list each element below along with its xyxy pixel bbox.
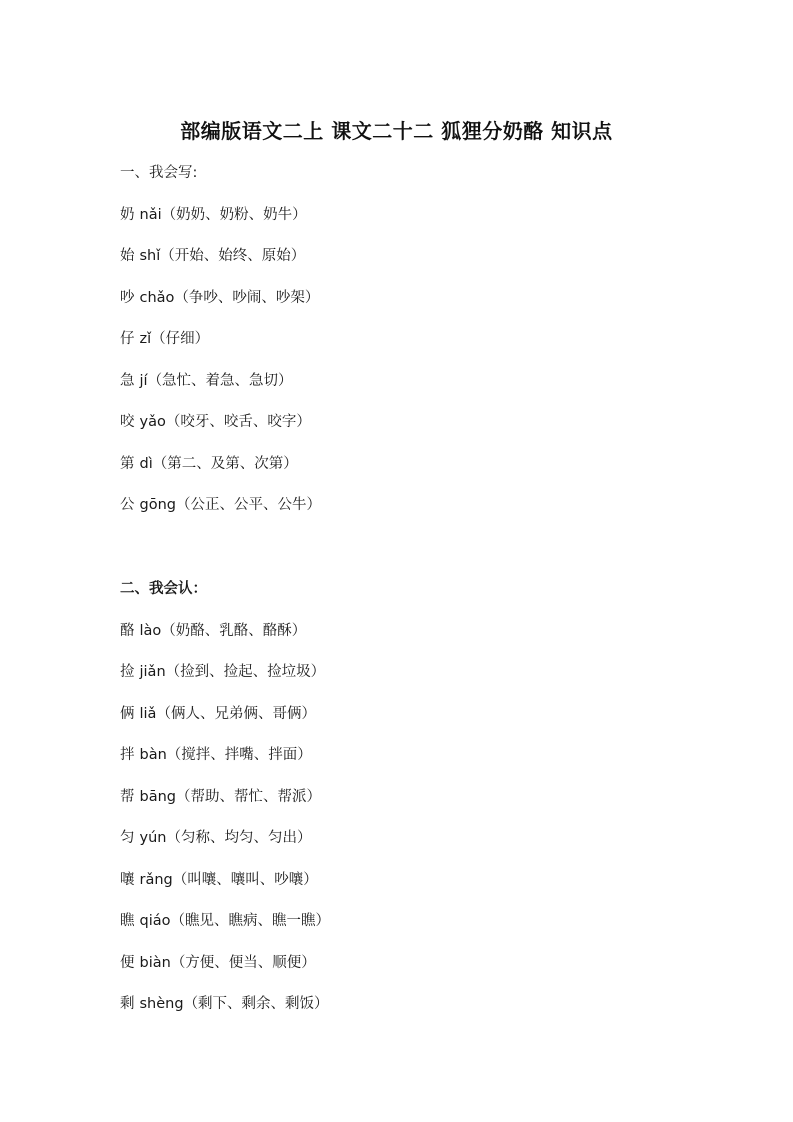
entry-pinyin: zǐ <box>139 331 152 347</box>
entry-pinyin: yǎo <box>139 414 166 430</box>
list-item <box>120 992 680 1016</box>
entry-pinyin: lào <box>139 622 162 639</box>
entry-char: 帮 <box>120 788 135 805</box>
list-item <box>120 410 680 434</box>
entry-char: 始 <box>120 248 135 264</box>
entry-words: （俩人、兄弟俩、哥俩） <box>156 705 316 722</box>
entry-pinyin: jiǎn <box>139 664 166 680</box>
entry-pinyin: yún <box>139 830 167 846</box>
entry-words: （咬牙、咬舌、咬字） <box>165 414 311 430</box>
list-item <box>120 868 680 892</box>
entry-char: 便 <box>120 954 135 971</box>
list-item <box>120 327 680 351</box>
entry-char: 咬 <box>120 414 135 430</box>
entry-pinyin: shǐ <box>139 248 161 264</box>
entry-char: 吵 <box>120 289 135 306</box>
entry-words: （开始、始终、原始） <box>160 248 306 264</box>
entry-words: （方便、便当、顺便） <box>170 954 316 971</box>
entry-words: （剩下、剩余、剩饭） <box>183 996 329 1012</box>
entry-char: 俩 <box>120 705 135 722</box>
entry-pinyin: bāng <box>139 788 176 805</box>
entry-list-write <box>120 203 680 518</box>
entry-pinyin: gōng <box>139 497 176 513</box>
entry-words: （帮助、帮忙、帮派） <box>175 788 321 805</box>
entry-words: （急忙、着急、急切） <box>147 372 293 389</box>
entry-pinyin: qiáo <box>139 913 171 929</box>
list-item <box>120 286 680 310</box>
entry-pinyin: liǎ <box>139 705 157 722</box>
section-heading-write: 一、我会写: <box>120 165 198 181</box>
entry-char: 匀 <box>120 830 135 846</box>
list-item <box>120 743 680 767</box>
entry-char: 急 <box>120 372 135 389</box>
entry-words: （第二、及第、次第） <box>152 455 298 472</box>
list-item <box>120 203 680 227</box>
entry-words: （奶奶、奶粉、奶牛） <box>161 206 307 223</box>
entry-pinyin: nǎi <box>139 206 162 223</box>
entry-char: 捡 <box>120 664 135 680</box>
entry-list-recognize <box>120 619 680 1017</box>
entry-pinyin: dì <box>139 455 153 472</box>
section-heading-recognize: 二、我会认： <box>120 581 207 597</box>
entry-pinyin: chǎo <box>139 289 175 306</box>
list-item <box>120 951 680 975</box>
entry-words: （匀称、均匀、匀出） <box>166 830 312 846</box>
entry-char: 公 <box>120 497 135 513</box>
section-write <box>120 161 680 517</box>
entry-pinyin: shèng <box>139 996 184 1012</box>
list-item <box>120 452 680 476</box>
entry-pinyin: rǎng <box>139 871 173 888</box>
entry-words: （争吵、吵闹、吵架） <box>174 289 320 306</box>
list-item <box>120 785 680 809</box>
entry-char: 嚷 <box>120 871 135 888</box>
entry-words: （仔细） <box>151 331 210 347</box>
page-title: 部编版语文二上 课文二十二 狐狸分奶酪 知识点 <box>180 119 613 144</box>
list-item <box>120 619 680 643</box>
list-item <box>120 660 680 684</box>
list-item <box>120 493 680 517</box>
entry-pinyin: biàn <box>139 954 171 971</box>
entry-char: 仔 <box>120 331 135 347</box>
entry-words: （瞧见、瞧病、瞧一瞧） <box>170 913 330 929</box>
entry-char: 奶 <box>120 206 135 223</box>
list-item <box>120 826 680 850</box>
entry-pinyin: jí <box>139 372 148 389</box>
entry-words: （叫嚷、嚷叫、吵嚷） <box>172 871 318 888</box>
entry-words: （奶酪、乳酪、酪酥） <box>161 622 307 639</box>
list-item <box>120 909 680 933</box>
list-item <box>120 244 680 268</box>
entry-words: （捡到、捡起、捡垃圾） <box>165 664 326 680</box>
list-item <box>120 702 680 726</box>
entry-char: 酪 <box>120 622 135 639</box>
entry-words: （搅拌、拌嘴、拌面） <box>166 747 312 763</box>
entry-pinyin: bàn <box>139 747 167 763</box>
entry-char: 拌 <box>120 747 135 763</box>
entry-char: 瞧 <box>120 913 135 929</box>
entry-words: （公正、公平、公牛） <box>175 497 321 513</box>
entry-char: 第 <box>120 455 135 472</box>
entry-char: 剩 <box>120 996 135 1012</box>
section-recognize <box>120 577 680 1016</box>
list-item <box>120 369 680 393</box>
